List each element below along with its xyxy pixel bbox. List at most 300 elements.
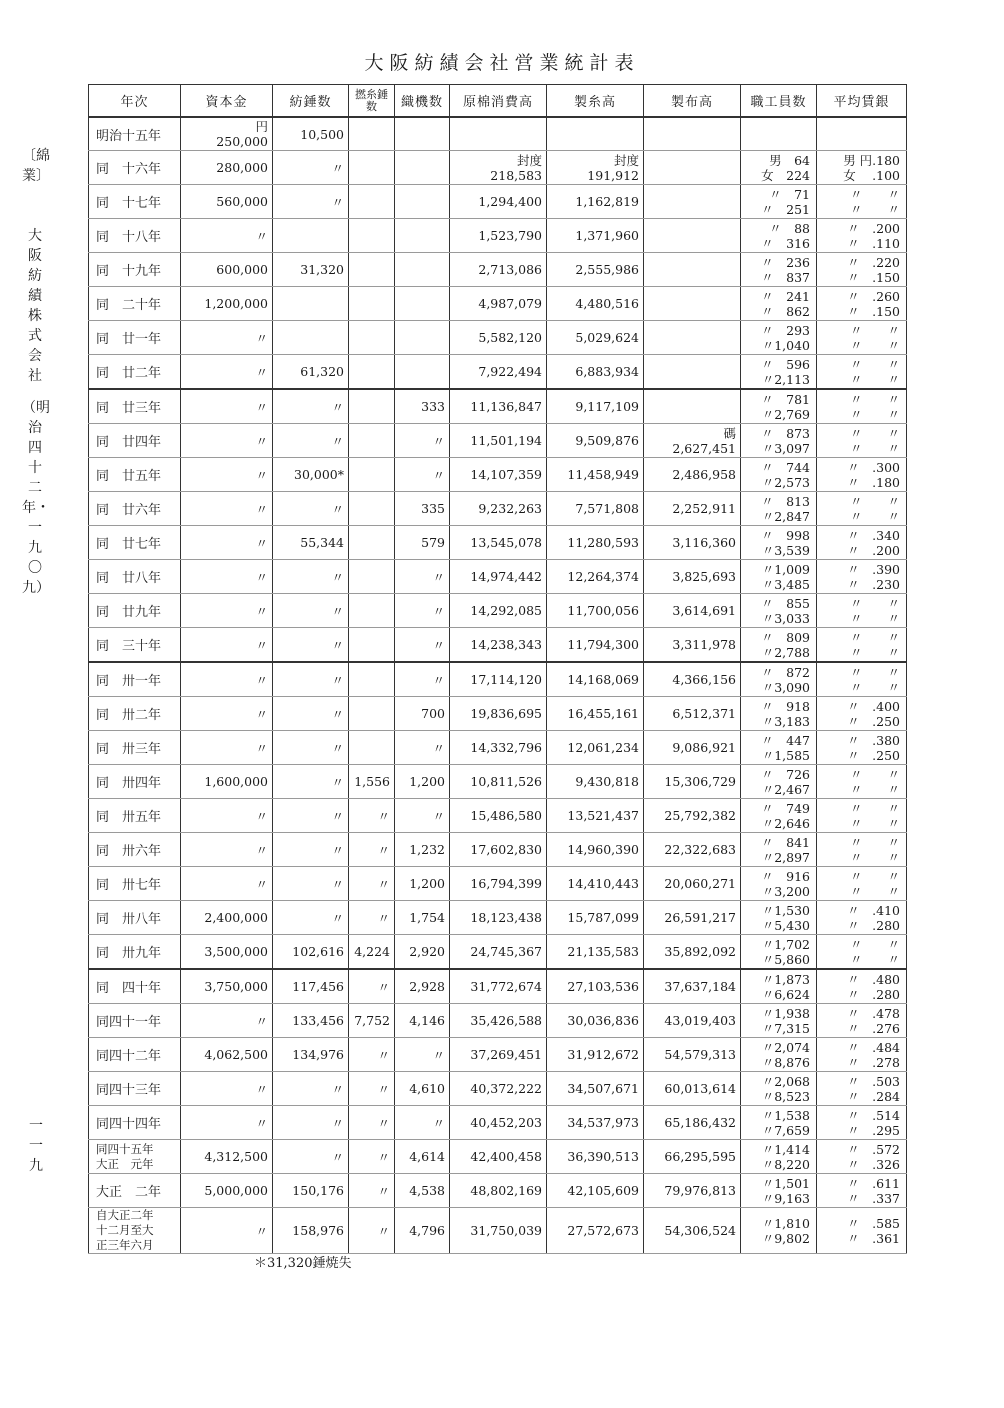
workers-cell bbox=[741, 1072, 817, 1106]
looms-cell: 〃 bbox=[395, 1038, 450, 1072]
cotton-cell bbox=[450, 151, 547, 185]
workers-cell bbox=[741, 526, 817, 560]
capital-cell: 3,500,000 bbox=[181, 935, 273, 970]
looms-cell bbox=[395, 219, 450, 253]
cloth-cell bbox=[644, 424, 741, 458]
yarn-cell: 21,135,583 bbox=[547, 935, 644, 970]
year-cell-line: 同四十五年 bbox=[96, 1141, 154, 1156]
year-cell: 同 卅七年 bbox=[89, 867, 181, 901]
twist-spindles-cell bbox=[349, 594, 395, 628]
spindles-cell: 31,320 bbox=[273, 253, 349, 287]
looms-cell: 〃 bbox=[395, 628, 450, 663]
wages-cell bbox=[817, 1174, 907, 1208]
workers-cell-line: 〃2,068 bbox=[761, 1073, 810, 1089]
year-cell: 同 二十年 bbox=[89, 287, 181, 321]
twist-spindles-cell bbox=[349, 185, 395, 219]
cotton-cell: 10,811,526 bbox=[450, 765, 547, 799]
cotton-cell bbox=[450, 117, 547, 151]
workers-cell-line: 〃2,769 bbox=[761, 406, 810, 422]
cloth-cell bbox=[644, 117, 741, 151]
year-cell: 同四十三年 bbox=[89, 1072, 181, 1106]
wages-cell bbox=[817, 867, 907, 901]
wages-cell-line: 〃 〃 bbox=[849, 610, 900, 626]
spindles-cell: 〃 bbox=[273, 492, 349, 526]
looms-cell: 〃 bbox=[395, 594, 450, 628]
cloth-cell: 3,311,978 bbox=[644, 628, 741, 663]
twist-spindles-cell: 〃 bbox=[349, 1140, 395, 1174]
year-cell: 同 廿二年 bbox=[89, 355, 181, 390]
table-row bbox=[89, 731, 907, 765]
capital-cell: 〃 bbox=[181, 321, 273, 355]
twist-spindles-cell bbox=[349, 697, 395, 731]
yarn-cell: 6,883,934 bbox=[547, 355, 644, 390]
looms-cell: 2,920 bbox=[395, 935, 450, 970]
yarn-cell: 36,390,513 bbox=[547, 1140, 644, 1174]
cotton-cell: 15,486,580 bbox=[450, 799, 547, 833]
table-row bbox=[89, 867, 907, 901]
workers-cell bbox=[741, 287, 817, 321]
workers-cell-line: 〃1,538 bbox=[761, 1107, 810, 1123]
cloth-cell: 43,019,403 bbox=[644, 1004, 741, 1038]
year-cell: 同 十六年 bbox=[89, 151, 181, 185]
spindles-cell: 117,456 bbox=[273, 969, 349, 1004]
wages-cell-line: 〃 .300 bbox=[847, 459, 900, 475]
workers-cell-line: 〃7,659 bbox=[761, 1122, 810, 1138]
wages-cell bbox=[817, 628, 907, 663]
looms-cell: 333 bbox=[395, 389, 450, 424]
statistics-table bbox=[88, 84, 907, 1254]
workers-cell-line: 〃 749 bbox=[761, 800, 810, 816]
workers-cell-line: 〃 293 bbox=[761, 322, 810, 338]
wages-cell-line: 〃 .337 bbox=[847, 1190, 900, 1206]
workers-cell-line: 〃5,860 bbox=[761, 951, 810, 967]
capital-cell bbox=[181, 117, 273, 151]
twist-spindles-cell bbox=[349, 117, 395, 151]
workers-cell-line: 〃3,539 bbox=[761, 542, 810, 558]
capital-cell: 4,312,500 bbox=[181, 1140, 273, 1174]
wages-cell-line: 〃 〃 bbox=[849, 679, 900, 695]
cloth-cell-line: 2,627,451 bbox=[672, 440, 736, 456]
workers-cell-line: 〃 841 bbox=[761, 834, 810, 850]
table-row bbox=[89, 355, 907, 390]
workers-cell bbox=[741, 697, 817, 731]
workers-cell bbox=[741, 969, 817, 1004]
spindles-cell: 〃 bbox=[273, 662, 349, 697]
page-title: 大阪紡績会社営業統計表 bbox=[364, 52, 640, 74]
yarn-cell: 2,555,986 bbox=[547, 253, 644, 287]
capital-cell: 〃 bbox=[181, 662, 273, 697]
capital-cell: 〃 bbox=[181, 355, 273, 390]
twist-spindles-cell: 1,556 bbox=[349, 765, 395, 799]
workers-cell-line: 〃 862 bbox=[761, 303, 810, 319]
wages-cell-line: 〃 〃 bbox=[849, 356, 900, 372]
cloth-cell: 65,186,432 bbox=[644, 1106, 741, 1140]
cotton-cell: 19,836,695 bbox=[450, 697, 547, 731]
spindles-cell: 10,500 bbox=[273, 117, 349, 151]
header-cloth-output: 製布高 bbox=[644, 85, 741, 118]
yarn-cell: 27,572,673 bbox=[547, 1208, 644, 1254]
cloth-cell bbox=[644, 287, 741, 321]
twist-spindles-cell: 4,224 bbox=[349, 935, 395, 970]
workers-cell-line: 〃 916 bbox=[761, 868, 810, 884]
twist-spindles-cell bbox=[349, 219, 395, 253]
workers-cell-line: 〃 873 bbox=[761, 425, 810, 441]
cotton-cell: 13,545,078 bbox=[450, 526, 547, 560]
workers-cell-line: 〃3,033 bbox=[761, 610, 810, 626]
spindles-cell bbox=[273, 287, 349, 321]
header-looms: 織機数 bbox=[395, 85, 450, 118]
cotton-cell: 11,501,194 bbox=[450, 424, 547, 458]
year-cell: 同 十九年 bbox=[89, 253, 181, 287]
year-cell-line: 大正 元年 bbox=[96, 1156, 154, 1171]
wages-cell-line: 〃 .200 bbox=[847, 542, 900, 558]
looms-cell: 〃 bbox=[395, 458, 450, 492]
capital-cell: 〃 bbox=[181, 594, 273, 628]
wages-cell-line: 〃 .503 bbox=[847, 1073, 900, 1089]
spindles-cell: 30,000* bbox=[273, 458, 349, 492]
workers-cell bbox=[741, 1038, 817, 1072]
twist-spindles-cell: 〃 bbox=[349, 1174, 395, 1208]
looms-cell bbox=[395, 253, 450, 287]
workers-cell-line: 〃2,113 bbox=[761, 371, 810, 387]
cloth-cell: 26,591,217 bbox=[644, 901, 741, 935]
yarn-cell: 31,912,672 bbox=[547, 1038, 644, 1072]
twist-spindles-cell: 〃 bbox=[349, 1038, 395, 1072]
year-cell: 同 十八年 bbox=[89, 219, 181, 253]
wages-cell-line: 〃 .361 bbox=[847, 1230, 900, 1246]
cloth-cell: 54,306,524 bbox=[644, 1208, 741, 1254]
yarn-cell-line: 191,912 bbox=[587, 167, 639, 183]
capital-cell: 〃 bbox=[181, 697, 273, 731]
year-cell: 同 廿一年 bbox=[89, 321, 181, 355]
twist-spindles-cell bbox=[349, 662, 395, 697]
capital-cell: 〃 bbox=[181, 219, 273, 253]
workers-cell-line: 〃 918 bbox=[761, 698, 810, 714]
wages-cell-line: 〃 〃 bbox=[849, 644, 900, 660]
wages-cell-line: 〃 〃 bbox=[849, 781, 900, 797]
yarn-cell: 11,700,056 bbox=[547, 594, 644, 628]
workers-cell-line: 〃 998 bbox=[761, 527, 810, 543]
yarn-cell bbox=[547, 151, 644, 185]
table-row bbox=[89, 697, 907, 731]
cotton-cell: 11,136,847 bbox=[450, 389, 547, 424]
looms-cell: 4,538 bbox=[395, 1174, 450, 1208]
capital-cell: 〃 bbox=[181, 424, 273, 458]
spindles-cell: 〃 bbox=[273, 765, 349, 799]
cotton-cell: 37,269,451 bbox=[450, 1038, 547, 1072]
side-category: 〔綿業〕 bbox=[22, 148, 50, 184]
cloth-cell: 3,825,693 bbox=[644, 560, 741, 594]
workers-cell bbox=[741, 867, 817, 901]
capital-cell-line: 円 bbox=[255, 119, 268, 134]
workers-cell-line: 〃2,646 bbox=[761, 815, 810, 831]
capital-cell: 〃 bbox=[181, 1106, 273, 1140]
twist-spindles-cell bbox=[349, 321, 395, 355]
wages-cell-line: 〃 .410 bbox=[847, 902, 900, 918]
cotton-cell: 2,713,086 bbox=[450, 253, 547, 287]
wages-cell-line: 〃 .611 bbox=[847, 1175, 900, 1191]
cloth-cell: 35,892,092 bbox=[644, 935, 741, 970]
looms-cell bbox=[395, 355, 450, 390]
capital-cell: 2,400,000 bbox=[181, 901, 273, 935]
wages-cell bbox=[817, 526, 907, 560]
wages-cell bbox=[817, 1140, 907, 1174]
capital-cell: 〃 bbox=[181, 1208, 273, 1254]
cloth-cell bbox=[644, 151, 741, 185]
cotton-cell: 14,974,442 bbox=[450, 560, 547, 594]
cotton-cell: 17,114,120 bbox=[450, 662, 547, 697]
table-row bbox=[89, 526, 907, 560]
spindles-cell: 〃 bbox=[273, 151, 349, 185]
wages-cell-line: 〃 .326 bbox=[847, 1156, 900, 1172]
cotton-cell: 24,745,367 bbox=[450, 935, 547, 970]
workers-cell bbox=[741, 799, 817, 833]
capital-cell: 5,000,000 bbox=[181, 1174, 273, 1208]
workers-cell-line: 〃1,585 bbox=[761, 747, 810, 763]
workers-cell-line: 〃 71 bbox=[769, 186, 810, 202]
spindles-cell: 〃 bbox=[273, 1072, 349, 1106]
wages-cell-line: 〃 〃 bbox=[849, 493, 900, 509]
wages-cell-line: 〃 〃 bbox=[849, 440, 900, 456]
looms-cell: 〃 bbox=[395, 560, 450, 594]
cotton-cell: 18,123,438 bbox=[450, 901, 547, 935]
cotton-cell: 31,772,674 bbox=[450, 969, 547, 1004]
workers-cell bbox=[741, 355, 817, 390]
wages-cell-line: 男 円.180 bbox=[843, 152, 900, 168]
workers-cell-line: 〃5,430 bbox=[761, 917, 810, 933]
yarn-cell: 1,371,960 bbox=[547, 219, 644, 253]
year-cell: 同 廿八年 bbox=[89, 560, 181, 594]
wages-cell bbox=[817, 355, 907, 390]
cloth-cell bbox=[644, 321, 741, 355]
wages-cell-line: 〃 .150 bbox=[847, 269, 900, 285]
workers-cell bbox=[741, 594, 817, 628]
spindles-cell: 〃 bbox=[273, 628, 349, 663]
cloth-cell-line: 碼 bbox=[723, 425, 736, 441]
cloth-cell: 60,013,614 bbox=[644, 1072, 741, 1106]
capital-cell: 〃 bbox=[181, 492, 273, 526]
year-cell: 同 四十年 bbox=[89, 969, 181, 1004]
twist-spindles-cell bbox=[349, 628, 395, 663]
twist-spindles-cell: 〃 bbox=[349, 969, 395, 1004]
wages-cell bbox=[817, 219, 907, 253]
yarn-cell: 11,280,593 bbox=[547, 526, 644, 560]
cloth-cell: 15,306,729 bbox=[644, 765, 741, 799]
workers-cell bbox=[741, 765, 817, 799]
spindles-cell: 〃 bbox=[273, 594, 349, 628]
workers-cell bbox=[741, 492, 817, 526]
table-row bbox=[89, 321, 907, 355]
year-cell: 同 卅四年 bbox=[89, 765, 181, 799]
wages-cell bbox=[817, 901, 907, 935]
wages-cell-line: 〃 〃 bbox=[849, 664, 900, 680]
table-row bbox=[89, 458, 907, 492]
wages-cell-line: 〃 .380 bbox=[847, 732, 900, 748]
cotton-cell-line: 218,583 bbox=[490, 167, 542, 183]
yarn-cell: 34,537,973 bbox=[547, 1106, 644, 1140]
table-row bbox=[89, 1106, 907, 1140]
workers-cell-line: 〃 316 bbox=[761, 235, 810, 251]
cotton-cell: 5,582,120 bbox=[450, 321, 547, 355]
spindles-cell: 150,176 bbox=[273, 1174, 349, 1208]
spindles-cell: 〃 bbox=[273, 901, 349, 935]
twist-spindles-cell bbox=[349, 492, 395, 526]
workers-cell bbox=[741, 731, 817, 765]
wages-cell-line: 〃 〃 bbox=[849, 186, 900, 202]
twist-spindles-cell: 〃 bbox=[349, 1106, 395, 1140]
workers-cell-line: 〃3,200 bbox=[761, 883, 810, 899]
header-twist-spindles: 撚糸錘数 bbox=[349, 85, 395, 118]
twist-spindles-cell bbox=[349, 355, 395, 390]
footnote: ＊31,320錘焼失 bbox=[254, 1256, 352, 1271]
table-row bbox=[89, 833, 907, 867]
workers-cell-line: 〃 813 bbox=[761, 493, 810, 509]
table-row bbox=[89, 253, 907, 287]
year-cell: 同四十二年 bbox=[89, 1038, 181, 1072]
table-row bbox=[89, 185, 907, 219]
capital-cell: 560,000 bbox=[181, 185, 273, 219]
wages-cell bbox=[817, 185, 907, 219]
cloth-cell: 22,322,683 bbox=[644, 833, 741, 867]
cloth-cell: 2,252,911 bbox=[644, 492, 741, 526]
table-row bbox=[89, 765, 907, 799]
year-cell-line: 自大正二年 bbox=[96, 1208, 154, 1222]
yarn-cell: 16,455,161 bbox=[547, 697, 644, 731]
yarn-cell: 4,480,516 bbox=[547, 287, 644, 321]
capital-cell: 〃 bbox=[181, 458, 273, 492]
spindles-cell: 134,976 bbox=[273, 1038, 349, 1072]
cloth-cell: 9,086,921 bbox=[644, 731, 741, 765]
yarn-cell: 12,061,234 bbox=[547, 731, 644, 765]
wages-cell bbox=[817, 731, 907, 765]
workers-cell bbox=[741, 1174, 817, 1208]
header-yarn-output: 製糸高 bbox=[547, 85, 644, 118]
cotton-cell-line: 封度 bbox=[516, 152, 542, 168]
spindles-cell: 102,616 bbox=[273, 935, 349, 970]
wages-cell bbox=[817, 287, 907, 321]
wages-cell bbox=[817, 662, 907, 697]
spindles-cell: 〃 bbox=[273, 1106, 349, 1140]
workers-cell-line: 〃 596 bbox=[761, 356, 810, 372]
capital-cell-line: 250,000 bbox=[216, 134, 268, 149]
wages-cell bbox=[817, 253, 907, 287]
workers-cell bbox=[741, 253, 817, 287]
wages-cell-line: 〃 .478 bbox=[847, 1005, 900, 1021]
capital-cell: 1,600,000 bbox=[181, 765, 273, 799]
wages-cell-line: 〃 〃 bbox=[849, 337, 900, 353]
wages-cell-line: 〃 〃 bbox=[849, 391, 900, 407]
cloth-cell: 66,295,595 bbox=[644, 1140, 741, 1174]
workers-cell bbox=[741, 662, 817, 697]
table-body bbox=[89, 117, 907, 1254]
workers-cell-line: 〃1,501 bbox=[761, 1175, 810, 1191]
spindles-cell: 61,320 bbox=[273, 355, 349, 390]
cloth-cell: 2,486,958 bbox=[644, 458, 741, 492]
workers-cell bbox=[741, 1208, 817, 1254]
table-row bbox=[89, 1072, 907, 1106]
table-row bbox=[89, 935, 907, 970]
workers-cell bbox=[741, 560, 817, 594]
cloth-cell: 4,366,156 bbox=[644, 662, 741, 697]
yarn-cell: 12,264,374 bbox=[547, 560, 644, 594]
year-cell: 同 卅九年 bbox=[89, 935, 181, 970]
cloth-cell: 79,976,813 bbox=[644, 1174, 741, 1208]
twist-spindles-cell: 〃 bbox=[349, 867, 395, 901]
wages-cell-line: 〃 .484 bbox=[847, 1039, 900, 1055]
wages-cell-line: 〃 〃 bbox=[849, 951, 900, 967]
workers-cell-line: 〃1,530 bbox=[761, 902, 810, 918]
side-company: 大阪紡績株式会社 bbox=[28, 228, 42, 384]
workers-cell-line: 〃1,009 bbox=[761, 561, 810, 577]
spindles-cell bbox=[273, 321, 349, 355]
cotton-cell: 4,987,079 bbox=[450, 287, 547, 321]
year-cell: 同 卅五年 bbox=[89, 799, 181, 833]
yarn-cell: 15,787,099 bbox=[547, 901, 644, 935]
wages-cell bbox=[817, 594, 907, 628]
table-row bbox=[89, 1004, 907, 1038]
looms-cell: 579 bbox=[395, 526, 450, 560]
yarn-cell: 34,507,671 bbox=[547, 1072, 644, 1106]
table-row bbox=[89, 1174, 907, 1208]
yarn-cell: 5,029,624 bbox=[547, 321, 644, 355]
cotton-cell: 1,523,790 bbox=[450, 219, 547, 253]
cloth-cell bbox=[644, 219, 741, 253]
looms-cell: 700 bbox=[395, 697, 450, 731]
wages-cell-line: 〃 〃 bbox=[849, 868, 900, 884]
cotton-cell: 14,332,796 bbox=[450, 731, 547, 765]
year-cell: 同 卅二年 bbox=[89, 697, 181, 731]
wages-cell-line: 〃 .180 bbox=[847, 474, 900, 490]
wages-cell-line: 〃 .514 bbox=[847, 1107, 900, 1123]
cotton-cell: 14,292,085 bbox=[450, 594, 547, 628]
cotton-cell: 16,794,399 bbox=[450, 867, 547, 901]
header-capital: 資本金 bbox=[181, 85, 273, 118]
yarn-cell: 11,458,949 bbox=[547, 458, 644, 492]
year-cell: 同 廿三年 bbox=[89, 389, 181, 424]
workers-cell bbox=[741, 424, 817, 458]
workers-cell-line: 〃 809 bbox=[761, 629, 810, 645]
wages-cell-line: 〃 .278 bbox=[847, 1054, 900, 1070]
workers-cell bbox=[741, 321, 817, 355]
twist-spindles-cell: 7,752 bbox=[349, 1004, 395, 1038]
wages-cell-line: 〃 .284 bbox=[847, 1088, 900, 1104]
cotton-cell: 14,238,343 bbox=[450, 628, 547, 663]
page-number: 一一九 bbox=[29, 1118, 43, 1174]
workers-cell-line: 〃2,788 bbox=[761, 644, 810, 660]
spindles-cell: 〃 bbox=[273, 185, 349, 219]
wages-cell bbox=[817, 799, 907, 833]
workers-cell-line: 〃9,802 bbox=[761, 1230, 810, 1246]
yarn-cell: 9,117,109 bbox=[547, 389, 644, 424]
cloth-cell bbox=[644, 185, 741, 219]
spindles-cell: 〃 bbox=[273, 697, 349, 731]
cotton-cell: 48,802,169 bbox=[450, 1174, 547, 1208]
workers-cell-line: 〃 241 bbox=[761, 288, 810, 304]
capital-cell: 1,200,000 bbox=[181, 287, 273, 321]
workers-cell-line: 〃3,183 bbox=[761, 713, 810, 729]
wages-cell-line: 〃 〃 bbox=[849, 883, 900, 899]
twist-spindles-cell bbox=[349, 458, 395, 492]
workers-cell-line: 〃3,485 bbox=[761, 576, 810, 592]
workers-cell-line: 〃1,702 bbox=[761, 936, 810, 952]
workers-cell-line: 〃 251 bbox=[761, 201, 810, 217]
workers-cell-line: 〃1,040 bbox=[761, 337, 810, 353]
twist-spindles-cell: 〃 bbox=[349, 901, 395, 935]
wages-cell-line: 〃 〃 bbox=[849, 406, 900, 422]
cotton-cell: 1,294,400 bbox=[450, 185, 547, 219]
capital-cell: 4,062,500 bbox=[181, 1038, 273, 1072]
workers-cell-line: 〃8,876 bbox=[761, 1054, 810, 1070]
